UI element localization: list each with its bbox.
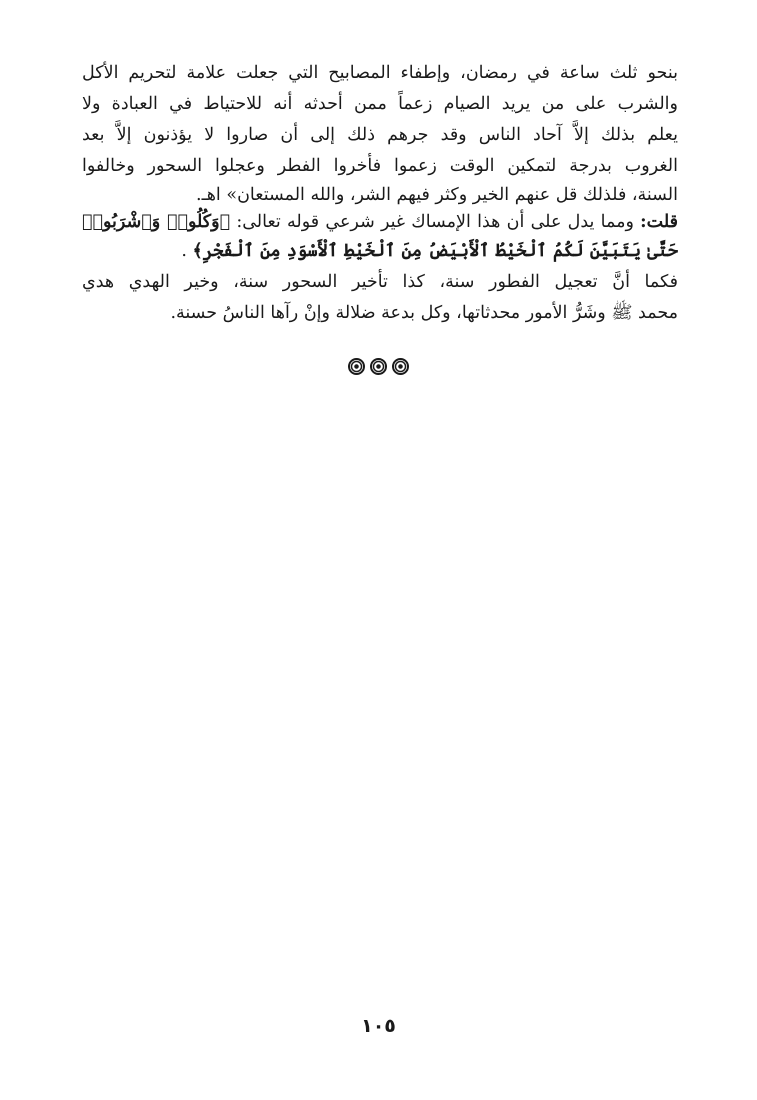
rosette-ornament-icon [370,358,387,375]
text-line: يعلم بذلك إلاَّ آحاد الناس وقد جرهم ذلك إلى أن صاروا لا يؤذنون إلاَّ بعد [82,125,678,145]
qult-label: قلت: [640,212,678,232]
quran-verse-end: حَتَّىٰ يَتَبَيَّنَ لَكُمُ ٱلْخَيْطُ ٱلْأَبْيَضُ مِنَ ٱلْخَيْطِ ٱلْأَسْوَدِ مِنَ ٱلْفَجْرِ﴾ [192,241,678,261]
quran-period: . [181,241,187,261]
rosette-ornament-icon [348,358,365,375]
quran-verse-start: ﴿وَكُلُوا۟ وَٱشْرَبُوا۟ [82,212,231,232]
text-line: السنة، فلذلك قل عنهم الخير وكثر فيهم الشر، والله المستعان» اهـ. [196,185,678,205]
rosette-ornament-icon [392,358,409,375]
text-line: محمد ﷺ وشَرُّ الأمور محدثاتها، وكل بدعة ضلالة وإنْ رآها الناسُ حسنة. [170,303,678,323]
text-line: فكما أنَّ تعجيل الفطور سنة، كذا تأخير السحور سنة، وخير الهدي هدي [82,272,678,292]
quran-line [82,236,678,267]
qult-text: ومما يدل على أن هذا الإمساك غير شرعي قوله تعالى: [236,212,634,232]
main-text [82,58,678,329]
qult-line [82,209,678,236]
text-line: والشرب على من يريد الصيام زعماً ممن أحدثه أنه للاحتياط في العبادة ولا [82,94,678,114]
text-line: الغروب بدرجة لتمكين الوقت زعموا فأخروا الفطر وعجلوا السحور وخالفوا [82,156,678,176]
text-line: بنحو ثلث ساعة في رمضان، وإطفاء المصابيح التي جعلت علامة لتحريم الأكل [82,63,678,83]
section-ornaments [0,358,757,378]
page-number: ١٠٥ [361,1015,396,1037]
